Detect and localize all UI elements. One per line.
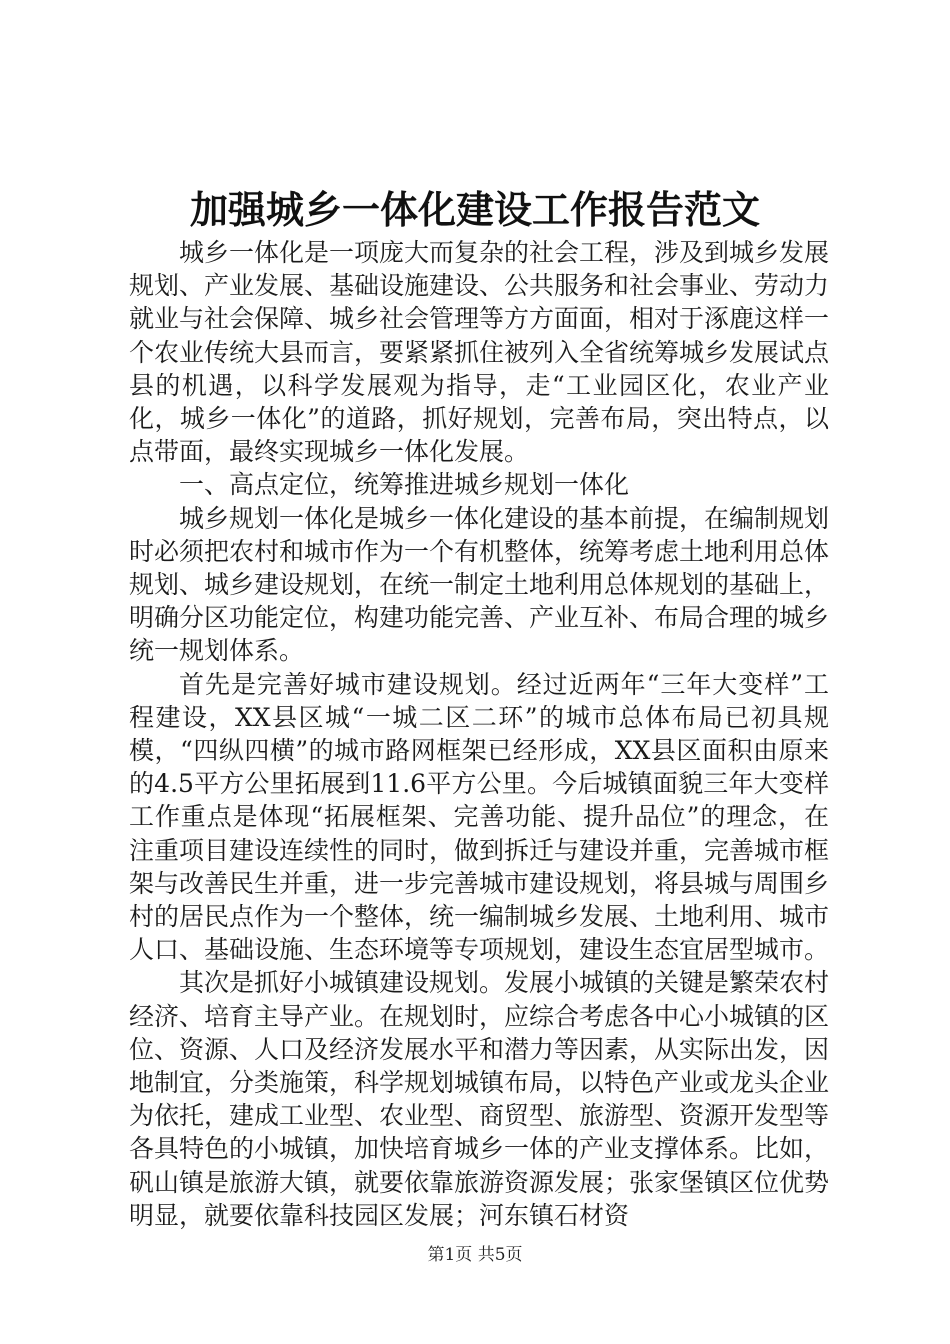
document-body xyxy=(129,236,829,1232)
paragraph-city-planning: 首先是完善好城市建设规划。经过近两年“三年大变样”工程建设，XX县区城“一城二区二环”的城市总体布局已初具规模，“四纵四横”的城市路网框架已经形成，XX县区面积由原来的4.5平方公里拓展到11.6平方公里。今后城镇面貌三年大变样工作重点是体现“拓展框架、完善功能、提升品位”的理念，在注重项目建设连续性的同时，做到拆迁与建设并重，完善城市框架与改善民生并重，进一步完善城市建设规划，将县城与周围乡村的居民点作为一个整体，统一编制城乡发展、土地利用、城市人口、基础设施、生态环境等专项规划，建设生态宜居型城市。 xyxy=(129,669,830,965)
document-title: 加强城乡一体化建设工作报告范文 xyxy=(189,187,760,232)
paragraph-planning: 城乡规划一体化是城乡一体化建设的基本前提，在编制规划时必须把农村和城市作为一个有机整体，统筹考虑土地利用总体规划、城乡建设规划，在统一制定土地利用总体规划的基础上，明确分区功能定位，构建功能完善、产业互补、布局合理的城乡统一规划体系。 xyxy=(129,503,830,666)
page-footer: 第1页 共5页 xyxy=(427,1245,523,1265)
paragraph-intro: 城乡一体化是一项庞大而复杂的社会工程，涉及到城乡发展规划、产业发展、基础设施建设、公共服务和社会事业、劳动力就业与社会保障、城乡社会管理等方方面面，相对于涿鹿这样一个农业传统大县而言，要紧紧抓住被列入全省统筹城乡发展试点县的机遇，以科学发展观为指导，走“工业园区化，农业产业化，城乡一体化”的道路，抓好规划，完善布局，突出特点，以点带面，最终实现城乡一体化发展。 xyxy=(129,238,830,467)
paragraph-town-planning: 其次是抓好小城镇建设规划。发展小城镇的关键是繁荣农村经济、培育主导产业。在规划时，应综合考虑各中心小城镇的区位、资源、人口及经济发展水平和潜力等因素，从实际出发，因地制宜，分类施策，科学规划城镇布局，以特色产业或龙头企业为依托，建成工业型、农业型、商贸型、旅游型、资源开发型等各具特色的小城镇，加快培育城乡一体的产业支撑体系。比如，矾山镇是旅游大镇，就要依靠旅游资源发展；张家堡镇区位优势明显，就要依靠科技园区发展；河东镇石材资 xyxy=(129,968,830,1230)
section-heading-1: 一、高点定位，统筹推进城乡规划一体化 xyxy=(179,470,630,500)
